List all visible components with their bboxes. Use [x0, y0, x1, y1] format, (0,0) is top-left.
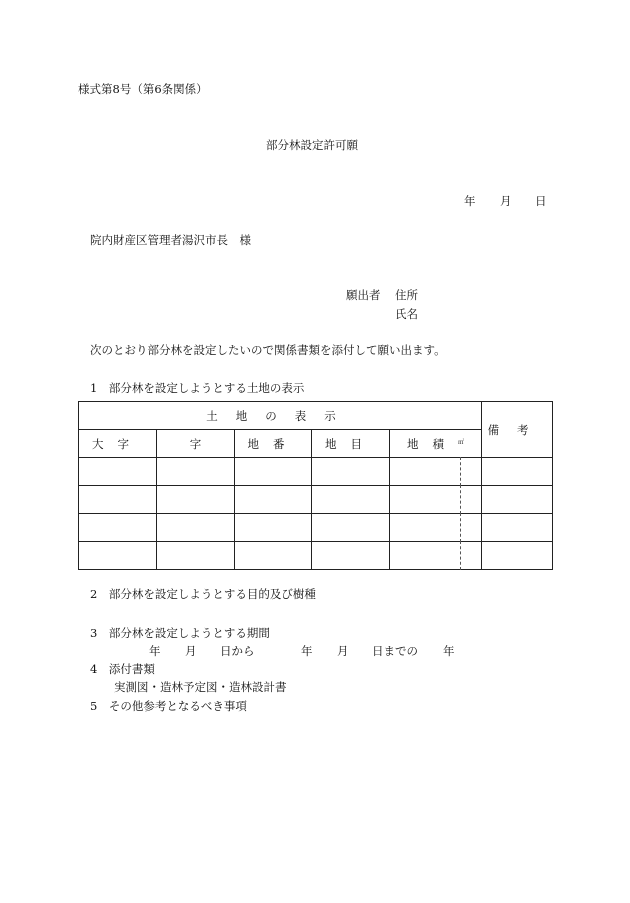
- cell-aza[interactable]: [157, 486, 235, 514]
- period-start-year: 年: [149, 644, 161, 658]
- cell-remarks[interactable]: [482, 458, 553, 486]
- page-title: 部分林設定許可願: [266, 138, 358, 152]
- date-year-label: 年: [464, 194, 476, 208]
- table-header-row: [79, 402, 553, 430]
- col-chimoku: 地目: [312, 430, 390, 458]
- section-3-heading: 3 部分林を設定しようとする期間: [90, 626, 270, 640]
- period-start-month: 月: [185, 644, 197, 658]
- cell-chiban[interactable]: [235, 458, 312, 486]
- attachments-list: 実測図・造林予定図・造林設計書: [114, 680, 287, 694]
- col-oaza: 大字: [79, 430, 157, 458]
- section-4-heading: 4 添付書類: [90, 662, 155, 676]
- date-month-label: 月: [500, 194, 512, 208]
- remarks-header: 備考: [482, 402, 553, 458]
- name-label: 氏名: [395, 307, 418, 321]
- cell-chiban[interactable]: [235, 486, 312, 514]
- land-table: [78, 401, 553, 570]
- intro-text: 次のとおり部分林を設定したいので関係書類を添付して願い出ます。: [90, 343, 446, 357]
- table-row: [79, 458, 553, 486]
- cell-chiban[interactable]: [235, 514, 312, 542]
- cell-chiban[interactable]: [235, 542, 312, 570]
- section-5-heading: 5 その他参考となるべき事項: [90, 699, 247, 713]
- col-aza: 字: [157, 430, 235, 458]
- cell-chiseki[interactable]: [390, 458, 482, 486]
- period-end-day: 日までの: [372, 644, 418, 658]
- table-subheader-row: [79, 430, 553, 458]
- cell-remarks[interactable]: [482, 486, 553, 514]
- section-1-heading: 1 部分林を設定しようとする土地の表示: [90, 381, 305, 395]
- cell-chimoku[interactable]: [312, 542, 390, 570]
- cell-aza[interactable]: [157, 542, 235, 570]
- cell-oaza[interactable]: [79, 458, 157, 486]
- area-unit: ㎡: [458, 438, 465, 446]
- land-display-header: 土地の表示: [79, 402, 482, 430]
- period-years: 年: [443, 644, 455, 658]
- cell-chiseki[interactable]: [390, 542, 482, 570]
- table-row: [79, 486, 553, 514]
- cell-aza[interactable]: [157, 458, 235, 486]
- cell-oaza[interactable]: [79, 486, 157, 514]
- cell-chiseki[interactable]: [390, 514, 482, 542]
- cell-oaza[interactable]: [79, 514, 157, 542]
- cell-oaza[interactable]: [79, 542, 157, 570]
- address-label: 住所: [395, 288, 418, 302]
- cell-chimoku[interactable]: [312, 514, 390, 542]
- cell-aza[interactable]: [157, 514, 235, 542]
- table-row: [79, 514, 553, 542]
- period-start-day: 日から: [220, 644, 255, 658]
- table-row: [79, 542, 553, 570]
- cell-chimoku[interactable]: [312, 486, 390, 514]
- date-day-label: 日: [535, 194, 547, 208]
- addressee: 院内財産区管理者湯沢市長 様: [90, 233, 251, 247]
- col-chiseki: 地積㎡: [390, 430, 482, 458]
- cell-remarks[interactable]: [482, 514, 553, 542]
- period-end-year: 年: [301, 644, 313, 658]
- period-end-month: 月: [337, 644, 349, 658]
- form-number: 様式第8号（第6条関係）: [78, 82, 208, 96]
- cell-remarks[interactable]: [482, 542, 553, 570]
- col-chiban: 地番: [235, 430, 312, 458]
- cell-chimoku[interactable]: [312, 458, 390, 486]
- applicant-label: 願出者: [346, 288, 381, 302]
- cell-chiseki[interactable]: [390, 486, 482, 514]
- section-2-heading: 2 部分林を設定しようとする目的及び樹種: [90, 587, 316, 601]
